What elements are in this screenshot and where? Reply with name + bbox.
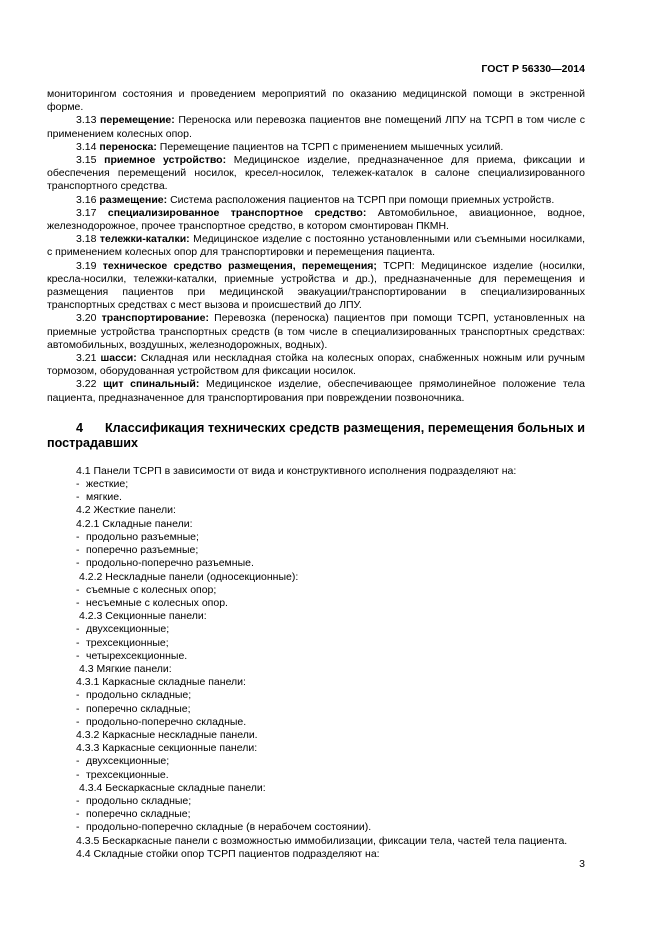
list-bullet-item: - четырехсекционные. <box>47 650 585 663</box>
definition-number: 3.17 <box>76 206 97 219</box>
list-bullet-item: - жесткие; <box>47 478 585 491</box>
definition-number: 3.22 <box>76 378 97 391</box>
definition-term: переноска: <box>99 140 157 153</box>
list-bullet-item: - продольно разъемные; <box>47 531 585 544</box>
clause-item: 4.4 Складные стойки опор ТСРП пациентов подразделяют на: <box>76 847 380 860</box>
definition-text: ТСРП: Медицинское изделие (носилки, кресла-носилки, тележки-каталки, приемные устройства и др.), предназначенные для перемещения и размещения пациентов при медицинской эвакуации/транспортировании в специализированных транспортных средствах с мест вызова и происшествий до ЛПУ. <box>47 259 585 312</box>
definition-term: тележки-каталки: <box>99 233 190 246</box>
list-bullet-item: - продольно складные; <box>47 795 585 808</box>
definition-text: Автомобильное, авиационное, водное, железнодорожное, прочее транспортное средство, в котором смонтирован ПКМН. <box>47 206 586 233</box>
definition-paragraph <box>47 207 585 233</box>
definition-number: 3.18 <box>76 233 97 246</box>
definition-number: 3.21 <box>76 352 97 365</box>
list-bullet-item: - несъемные с колесных опор. <box>47 597 585 610</box>
definition-number: 3.14 <box>76 140 97 153</box>
clause-item: 4.3 Мягкие панели: <box>79 662 172 675</box>
definition-paragraph <box>47 312 585 352</box>
definition-paragraph <box>47 114 585 140</box>
definition-paragraph <box>47 154 585 194</box>
clause-item: 4.3.2 Каркасные нескладные панели. <box>76 728 258 741</box>
classification-list <box>47 465 585 861</box>
list-bullet-item: - двухсекционные; <box>47 755 585 768</box>
definition-term: специализированное транспортное средство: <box>107 206 367 219</box>
list-bullet-item: - мягкие. <box>47 491 585 504</box>
clause-item: 4.3.5 Бескаркасные панели с возможностью иммобилизации, фиксации тела, частей тела пациента. <box>76 834 568 847</box>
definition-text: Медицинское изделие, обеспечивающее прямолинейное положение тела пациента, предназначенное для транспортирования при повреждении позвоночника. <box>47 378 586 404</box>
section-title: Классификация технических средств размещения, перемещения больных и пострадавших <box>47 420 585 450</box>
definition-text: Складная или нескладная стойка на колесных опорах, снабженных ножным или ручным тормозом, оборудованная устройством для фиксации носилок. <box>47 352 586 378</box>
definition-paragraph <box>47 260 585 313</box>
list-bullet-item: - продольно-поперечно разъемные. <box>47 557 585 570</box>
definition-text: Перемещение пациентов на ТСРП с применением мышечных усилий. <box>159 140 504 153</box>
definition-paragraph <box>47 194 585 207</box>
clause-item: 4.2.2 Нескладные панели (односекционные): <box>79 570 299 583</box>
clause-item: 4.2.3 Секционные панели: <box>79 610 207 623</box>
definition-paragraph <box>47 141 585 154</box>
clause-item: 4.3.4 Бескаркасные складные панели: <box>79 781 266 794</box>
definition-number: 3.16 <box>76 193 97 206</box>
definition-text: Медицинское изделие, предназначенное для приема, фиксации и обеспечения перемещений носилок, кресел-носилок, тележек-каталок в салоне специализированного транспортного средства. <box>47 154 586 193</box>
list-bullet-item: - двухсекционные; <box>47 623 585 636</box>
list-bullet-item: - трехсекционные; <box>47 637 585 650</box>
definition-text: Медицинское изделие с постоянно установленными или съемными носилками, с применением колесных опор для транспортировки и перемещения пациента. <box>47 233 585 259</box>
definition-number: 3.15 <box>76 154 97 167</box>
definition-term: техническое средство размещения, перемещения; <box>102 259 377 272</box>
page-content <box>47 88 585 861</box>
definition-paragraph <box>47 88 585 114</box>
list-bullet-item: - поперечно разъемные; <box>47 544 585 557</box>
definitions-list <box>47 88 585 405</box>
definition-text: мониторингом состояния и проведением мероприятий по оказанию медицинской помощи в экстренной форме. <box>47 88 585 114</box>
definition-term: транспортирование: <box>101 312 209 325</box>
definition-term: щит спинальный: <box>103 378 200 391</box>
section-number: 4 <box>76 420 84 435</box>
clause-item: 4.2.1 Складные панели: <box>76 517 193 530</box>
list-bullet-item: - поперечно складные; <box>47 808 585 821</box>
clause-item: 4.3.3 Каркасные секционные панели: <box>76 742 258 755</box>
definition-paragraph <box>47 378 585 404</box>
clause-item: 4.3.1 Каркасные складные панели: <box>76 676 246 689</box>
document-header: ГОСТ Р 56330—2014 <box>481 63 585 75</box>
section-heading <box>47 421 585 451</box>
list-bullet-item: - продольно-поперечно складные. <box>47 716 585 729</box>
clause-item: 4.1 Панели ТСРП в зависимости от вида и конструктивного исполнения подразделяют на: <box>76 464 517 477</box>
list-bullet-item: - продольно складные; <box>47 689 585 702</box>
definition-term: перемещение: <box>100 114 175 127</box>
clause-item: 4.2 Жесткие панели: <box>76 504 176 517</box>
definition-text: Переноска или перевозка пациентов вне помещений ЛПУ на ТСРП в том числе с применением колесных опор. <box>47 114 585 140</box>
definition-paragraph <box>47 233 585 259</box>
definition-term: шасси: <box>100 352 137 365</box>
definition-term: размещение: <box>99 193 168 206</box>
definition-term: приемное устройство: <box>104 154 227 167</box>
definition-number: 3.13 <box>76 114 97 127</box>
definition-text: Перевозка (переноска) пациентов при помощи ТСРП, установленных на приемные устройства транспортных средств (в том числе в специализированных транспортных средствах: автомобильных, воздушных, железнодорожных, водных). <box>47 312 585 351</box>
list-bullet-item: - продольно-поперечно складные (в нерабочем состоянии). <box>47 821 585 834</box>
definition-number: 3.20 <box>76 312 97 325</box>
definition-number: 3.19 <box>76 259 97 272</box>
list-bullet-item: - поперечно складные; <box>47 703 585 716</box>
definition-text: Система расположения пациентов на ТСРП при помощи приемных устройств. <box>170 193 555 206</box>
page-number: 3 <box>579 858 585 870</box>
list-bullet-item: - съемные с колесных опор; <box>47 584 585 597</box>
definition-paragraph <box>47 352 585 378</box>
list-bullet-item: - трехсекционные. <box>47 769 585 782</box>
